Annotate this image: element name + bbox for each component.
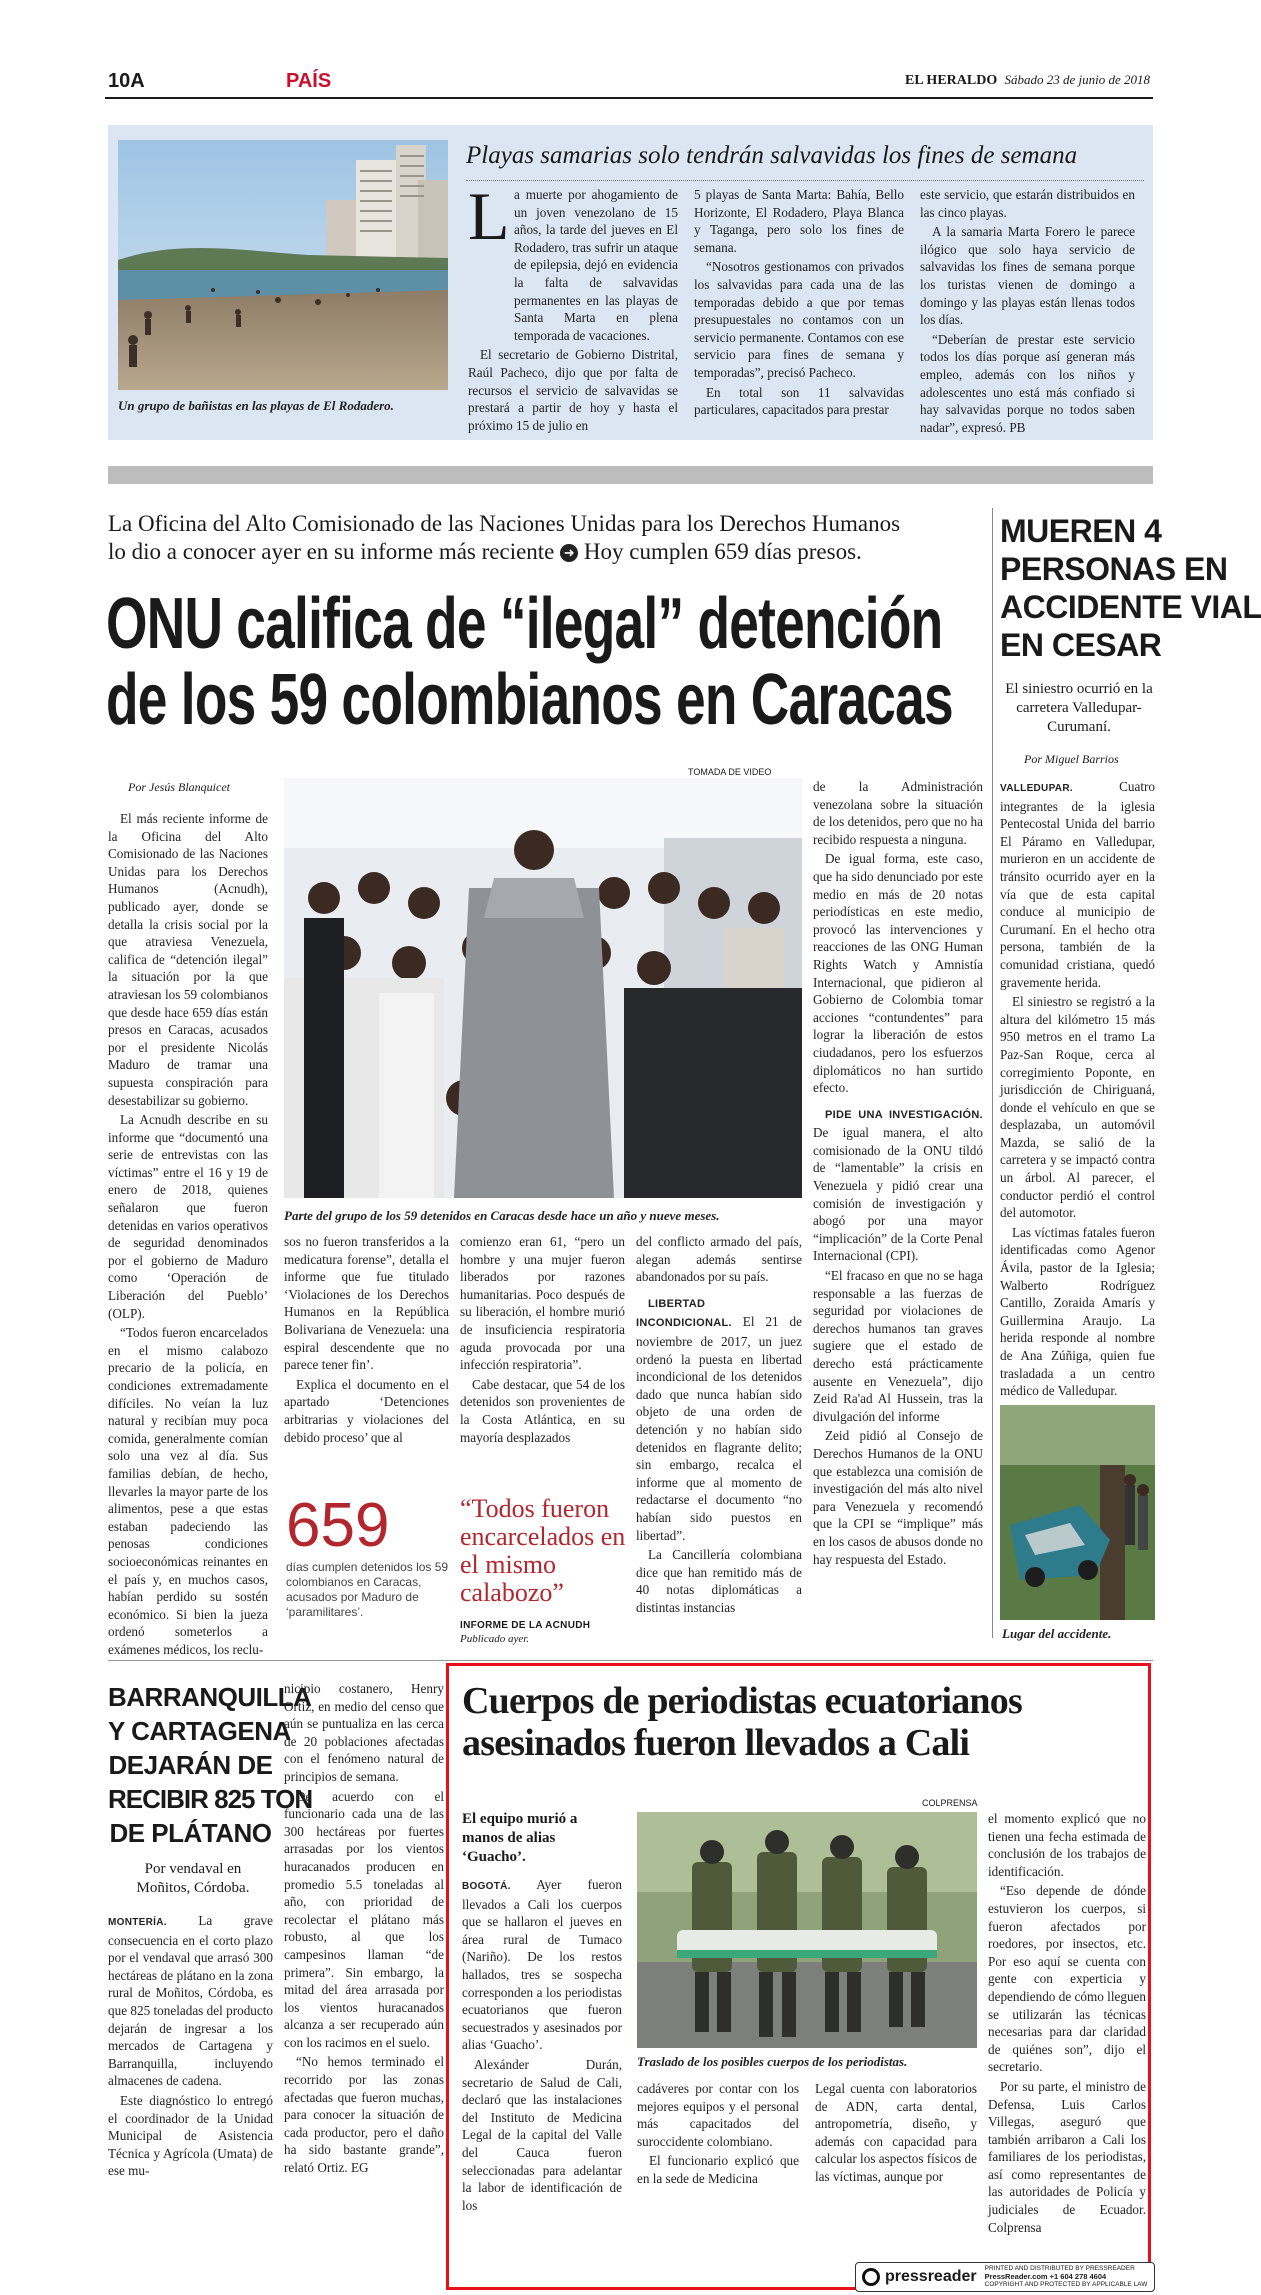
cesar-caption: Lugar del accidente. xyxy=(1002,1626,1112,1641)
onu-headline-2: de los 59 colombianos en Caracas xyxy=(106,660,953,740)
pressreader-logo-icon xyxy=(862,2268,880,2286)
onu-byline: Por Jesús Blanquicet xyxy=(128,780,230,794)
playas-caption: Un grupo de bañistas en las playas de El Rodadero. xyxy=(118,398,394,413)
pull-quote-source: INFORME DE LA ACNUDH xyxy=(460,1620,591,1631)
playas-col-3: este servicio, que estarán distribuidos en las cinco playas. A la samaria Marta Forero le parece ilógico que solo haya servicio de salvavidas los fines de semana porque los turistas vienen de domingo a domingo y las playas están llenas todos los días. “Deberían de prestar este servicio todos los días porque así generan más empleo, además con los niños y adolescentes uno está más confiado si hay salvavidas porque no todos saben nadar”, expresó. PB xyxy=(920,187,1135,435)
beach-photo xyxy=(118,140,448,390)
separator-bar xyxy=(108,466,1153,484)
detainees-photo xyxy=(284,778,802,1198)
onu-photo-credit: TOMADA DE VIDEO xyxy=(688,767,772,777)
header-rule xyxy=(105,97,1153,99)
issue-date: Sábado 23 de junio de 2018 xyxy=(1004,72,1150,87)
pressreader-brand: pressreader xyxy=(885,2268,977,2285)
accident-photo xyxy=(1000,1405,1155,1620)
platano-headline: BARRANQUILLA Y CARTAGENA DEJARÁN DE RECIBIR 825 TON DE PLÁTANO xyxy=(108,1682,313,1848)
playas-col-1: a muerte por ahogamiento de un joven venezolano de 15 años, la tarde del jueves en El Rodadero, tras sufrir un ataque de epilepsia, dejó en evidencia la falta de salvavidas permanentes en las playas de Santa Marta en plena temporada de vacaciones. El secretario de Gobierno Distrital, Raúl Pacheco, dijo que por falta de recursos el servicio de salvavidas se prestará a partir de hoy y hasta el próximo 15 de julio en xyxy=(468,187,678,433)
pressreader-badge[interactable] xyxy=(855,2262,1155,2292)
playas-title-rule xyxy=(466,180,1144,181)
cesar-deck: El siniestro ocurrió en la carretera Valledupar-Curumaní. xyxy=(1005,681,1153,735)
periodistas-photo-credit: COLPRENSA xyxy=(922,1798,978,1808)
platano-col-2: nicipio costanero, Henry Ortiz, en medio del censo que aún se puntualiza en las cerca de 20 poblaciones afectadas con el fenómeno natural de principios de semana. De acuerdo con el funcionario cada una de las 300 hectáreas por fuertes arrasadas por los vientos huracanados producen en promedio 5.5 toneladas al año, con prioridad de recolectar el plátano más robusto, al que los campesinos llaman “de primera”. Sin embargo, la mitad del área arrasada por los vientos huracanados alcanza a ser recuperado aún con los racimos en el suelo. “No hemos terminado el recorrido por las zonas afectadas que fueron muchas, para conocer la situación de cada productor, pero el daño ha sido bastante grande”, relató Ortiz. EG xyxy=(284,1681,444,2176)
onu-photo-caption: Parte del grupo de los 59 detenidos en Caracas desde hace un año y nueve meses. xyxy=(284,1208,720,1223)
onu-col-2: sos no fueron transferidos a la medicatura forense”, detalla el informe que fue titulado ‘Violaciones de los Derechos Humanos en la República Bolivariana de Venezuela: una espiral descendente que no parece tener fin’. Explica el documento en el apartado ‘Detenciones arbitrarias y violaciones del debido proceso’ que al xyxy=(284,1234,449,1445)
newspaper-name: EL HERALDO xyxy=(905,73,998,88)
stat-text: días cumplen detenidos los 59 colombianos en Caracas, acusados por Maduro de ‘paramilitares’. xyxy=(286,1560,449,1619)
platano-deck: Por vendaval en Moñitos, Córdoba. xyxy=(136,1861,250,1896)
cesar-divider xyxy=(992,508,993,1638)
platano-col-1: MONTERÍA. La grave consecuencia en el corto plazo por el vendaval que arrasó 300 hectáreas de plátano en la zona rural de Moñitos, Córdoba, es que 825 toneladas del producto dejarán de ingresar a los mercados de Cartagena y Barranquilla, incluyendo almacenes de cadena. Este diagnóstico lo entregó el coordinador de la Unidad Municipal de Asistencia Técnica y Agrícola (Umata) de ese mu- xyxy=(108,1913,273,2179)
cesar-body: VALLEDUPAR. Cuatro integrantes de la iglesia Pentecostal Unida del barrio El Páramo en Valledupar, murieron en un accidente de tránsito ocurrido ayer en la vía que de esta capital conduce al municipio de Curumaní. En el hecho otra persona, también de la comunidad cristiana, quedó gravemente herida. El siniestro se registró a la altura del kilómetro 15 más 950 metros en el tramo La Paz-San Roque, cerca al corregimiento Poponte, en jurisdicción de Chiriguaná, donde el vehículo en que se desplazaba, un automóvil Mazda, se salió de la carretera y se impactó contra un árbol. Al parecer, el conductor perdió el control del automotor. Las víctimas fatales fueron identificadas como Agenor Ávila, pastor de la Iglesia; Walberto Rodríguez Cantillo, Zoraida Amarís y Guillermina Araujo. La herida responde al nombre de Ana Zúñiga, quien fue trasladada a un centro médico de Valledupar. xyxy=(1000,779,1155,1399)
onu-col-4: del conflicto armado del país, alegan además sentirse abandonados por su país. LIBERTAD INCONDICIONAL. El 21 de noviembre de 2017, un juez ordenó la puesta en libertad incondicional de los detenidos dado que nunca habían sido objeto de una orden de detención y no habían sido detenidos en flagrante delito; sin embargo, recalca el informe que al momento de redactarse el documento “no habían sido puestos en libertad”. La Cancillería colombiana dice que han remitido más de 40 notas diplomáticas a distintas instancias xyxy=(636,1234,802,1615)
pressreader-info: PRINTED AND DISTRIBUTED BY PRESSREADER PressReader.com +1 604 278 4604 COPYRIGHT AND PROTECTED BY APPLICABLE LAW xyxy=(984,2265,1148,2288)
pull-quote-date: Publicado ayer. xyxy=(460,1633,530,1645)
onu-col-5: de la Administración venezolana sobre la situación de los detenidos, pero que no ha recibido respuesta a ninguna. De igual forma, este caso, que ha sido denunciado por este medio en más de 20 notas periodísticas en este medio, provocó las intervenciones y reacciones de las ONG Human Rights Watch y Amnistía Internacional, que pidieron al Gobierno de Colombia tomar acciones “contundentes” para lograr la liberación de estos ciudadanos, pero los esfuerzos diplomáticos no han surtido efecto. PIDE UNA INVESTIGACIÓN. De igual manera, el alto comisionado de la ONU tildó de “lamentable” la crisis en Venezuela y pidió crear una comisión de investigación y abogó por una mayor “implicación” de la Corte Penal Internacional (CPI). “El fracaso en que no se haga responsable a las fuerzas de seguridad por violaciones de derechos humanos tan graves sugiere que el estado de derecho está prácticamente ausente en Venezuela”, dijo Zeid Ra'ad Al Hussein, tras la divulgación del informe Zeid pidió al Consejo de Derechos Humanos de la ONU que establezca una comisión de investigación del más alto nivel para Venezuela y recomendó que la CPI se “implique” más en los casos de abusos donde no hay respuesta del Estado. xyxy=(813,779,983,1567)
playas-title: Playas samarias solo tendrán salvavidas los fines de semana xyxy=(466,142,1078,169)
mid-rule xyxy=(108,1660,1153,1661)
cesar-byline: Por Miguel Barrios xyxy=(1024,752,1119,766)
page-number: 10A xyxy=(108,70,145,92)
section-name: PAÍS xyxy=(286,70,332,92)
arrow-circle-icon: ➜ xyxy=(560,544,578,562)
masthead xyxy=(880,72,1150,89)
onu-headline-1: ONU califica de “ilegal” detención xyxy=(106,584,943,664)
periodistas-col-3: Legal cuenta con laboratorios de ADN, carta dental, antropometría, diseño, y además con capacidad para calcular los aspectos físicos de las víctimas, aunque por xyxy=(815,2081,977,2184)
onu-col-3: comienzo eran 61, “pero un hombre y una mujer fueron liberados por razones humanitarias. Poco después de su liberación, el hombre murió de insuficiencia respiratoria aguda provocada por una infección respiratoria”. Cabe destacar, que 54 de los detenidos son provenientes de la Costa Atlántica, en su mayoría desplazados xyxy=(460,1234,625,1445)
stat-number: 659 xyxy=(286,1491,390,1560)
periodistas-deck: El equipo murió a manos de alias ‘Guacho’. xyxy=(462,1811,578,1865)
onu-kicker: La Oficina del Alto Comisionado de las Naciones Unidas para los Derechos Humanos lo dio a conocer ayer en su informe más reciente ➜ Hoy cumplen 659 días presos. xyxy=(108,511,901,564)
periodistas-col-2: cadáveres por contar con los mejores equipos y el personal más capacitados del suroccidente colombiano. El funcionario explicó que en la sede de Medicina xyxy=(637,2081,799,2186)
periodistas-col-1: BOGOTÁ. Ayer fueron llevados a Cali los cuerpos que se hallaron el jueves en área rural de Tumaco (Nariño). De los restos hallados, tres se sospecha corresponden a los periodistas ecuatorianos que fueron secuestrados y asesinados por alias ‘Guacho’. Alexánder Durán, secretario de Salud de Cali, declaró que las instalaciones del Instituto de Medicina Legal de la capital del Valle del Cauca fueron seleccionadas para adelantar la labor de identificación de los xyxy=(462,1877,622,2213)
periodistas-headline: Cuerpos de periodistas ecuatorianos asesinados fueron llevados a Cali xyxy=(462,1680,1022,1764)
playas-col-2: 5 playas de Santa Marta: Bahía, Bello Horizonte, El Rodadero, Playa Blanca y Taganga, pero solo los fines de semana. “Nosotros gestionamos con privados los salvavidas para cada una de las temporadas debido a que por temas presupuestales no contamos con un servicio permanente. Contamos con ese servicio para fines de semana y temporadas”, precisó Pacheco. En total son 11 salvavidas particulares, capacitados para prestar xyxy=(694,187,904,418)
onu-col-1: El más reciente informe de la Oficina del Alto Comisionado de las Naciones Unidas para los Derechos Humanos (Acnudh), publicado ayer, donde se detalla la crisis social por la que atraviesa Venezuela, califica de “detención ilegal” la situación por la que atraviesan los 59 colombianos que desde hace 659 días están presos en Caracas, acusados por el presidente Nicolás Maduro de tramar una supuesta conspiración para desestabilizar su gobierno. La Acnudh describe en su informe que “documentó una serie de entrevistas con las víctimas” entre el 16 y 19 de enero de 2018, quienes señalaron que fueron detenidas en varios operativos de seguridad denominados por el gobierno de Maduro como ‘Operación de Liberación del Pueblo’ (OLP). “Todos fueron encarcelados en el mismo calabozo precario de la policía, en condiciones extremadamente difíciles. No veían la luz natural y recibían muy poca comida, generalmente comían solo una vez al día. Sus familias debían, de hecho, llevarles la mayor parte de los alimentos, pese a que estas estaban padeciendo las penosas condiciones socioeconómicas reinantes en el país y, en muchos casos, habían perdido su sostén económico. Si bien la jueza ordenó someterlos a exámenes médicos, los reclu- xyxy=(108,811,268,1657)
soldiers-photo xyxy=(637,1812,977,2048)
periodistas-photo-caption: Traslado de los posibles cuerpos de los periodistas. xyxy=(637,2054,908,2069)
periodistas-col-4: el momento explicó que no tienen una fecha estimada de conclusión de los trabajos de identificación. “Eso depende de dónde estuvieron los cuerpos, si fueron afectados por roedores, por insectos, etc. Por eso aquí se cuenta con gente con experticia y dependiendo de cómo lleguen se utilizarán las técnicas necesarias para dar claridad de quiénes son”, dijo el secretario. Por su parte, el ministro de Defensa, Luis Carlos Villegas, aseguró que también arribaron a Cali los familiares de los periodistas, así como representantes de las autoridades de Policía y judiciales de Ecuador. Colprensa xyxy=(988,1811,1146,2235)
cesar-headline: MUEREN 4 PERSONAS EN ACCIDENTE VIAL EN CESAR xyxy=(1000,513,1261,663)
pull-quote: “Todos fueron encarcelados en el mismo calabozo” xyxy=(460,1494,626,1607)
playas-dropcap: L xyxy=(468,178,510,254)
